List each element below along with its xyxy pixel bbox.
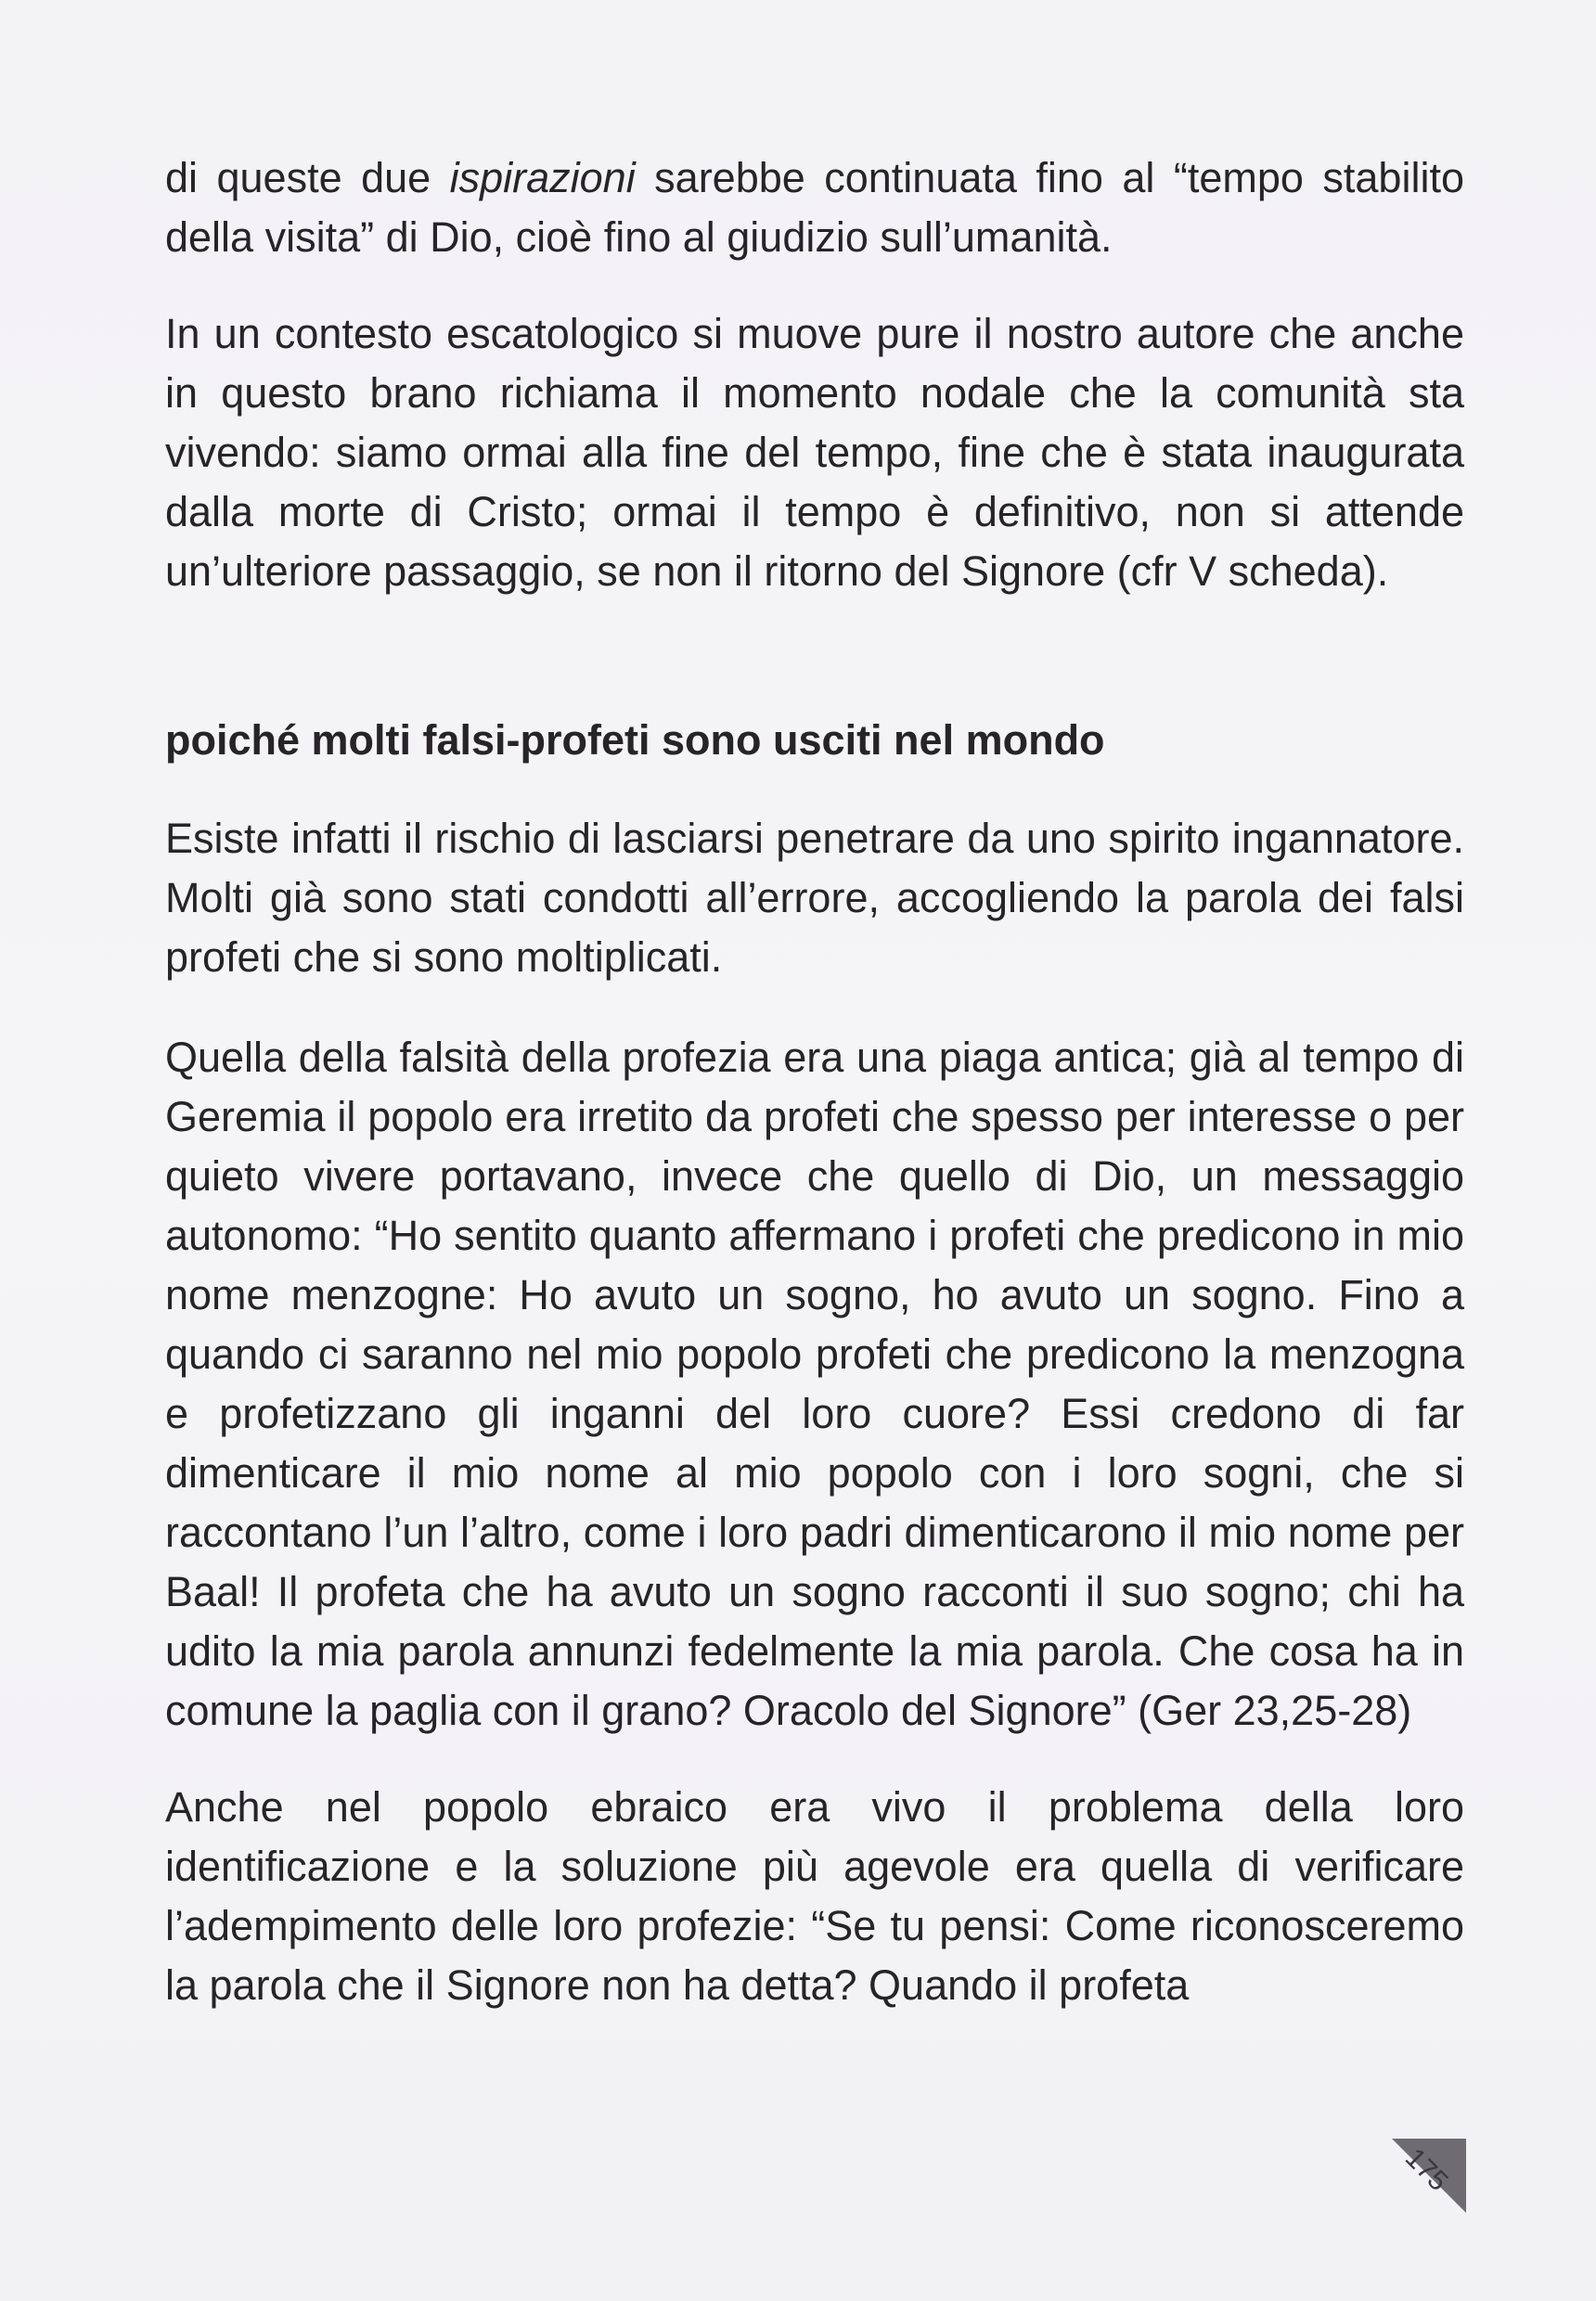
- paragraph-3: Esiste infatti il rischio di lasciarsi penetrare da uno spirito ingannatore. Molti già sono stati condotti all’errore, accogliendo la parola dei falsi profeti che si sono moltiplicati.: [165, 815, 1464, 981]
- paragraph-1: [165, 148, 1464, 267]
- page-number: 175: [1398, 2142, 1454, 2198]
- paragraph-1-end: sarebbe continuata fino al “tempo stabilito della visita” di Dio, cioè fino al giudizio sull’umanità.: [165, 154, 1464, 261]
- paragraph-4: Quella della falsità della profezia era una piaga antica; già al tempo di Geremia il popolo era irretito da profeti che spesso per interesse o per quieto vivere portavano, invece che quello di Dio, un messaggio autonomo: “Ho sentito quanto affermano i profeti che predicono in mio nome menzogne: Ho avuto un sogno, ho avuto un sogno. Fino a quando ci saranno nel mio popolo profeti che predicono la menzogna e profetizzano gli inganni del loro cuore? Essi credono di far dimenticare il mio nome al mio popolo con i loro sogni, che si raccontano l’un l’altro, come i loro padri dimenticarono il mio nome per Baal! Il profeta che ha avuto un sogno racconti il suo sogno; chi ha udito la mia parola annunzi fedelmente la mia parola. Che cosa ha in comune la paglia con il grano? Oracolo del Signore” (Ger 23,25-28): [165, 1034, 1464, 1734]
- page-body: [165, 148, 1464, 2015]
- paragraph-5: Anche nel popolo ebraico era vivo il problema della loro identificazione e la soluzione più agevole era quella di verificare l’adempimento delle loro profezie: “Se tu pensi: Come riconosceremo la parola che il Signore non ha detta? Quando il profeta: [165, 1783, 1464, 2009]
- section-heading: poiché molti falsi-profeti sono usciti nel mondo: [165, 716, 1105, 764]
- paragraph-2: In un contesto escatologico si muove pure il nostro autore che anche in questo brano richiama il momento nodale che la comunità sta vivendo: siamo ormai alla fine del tempo, fine che è stata inaugurata dalla morte di Cristo; ormai il tempo è definitivo, non si attende un’ulteriore passaggio, se non il ritorno del Signore (cfr V scheda).: [165, 310, 1464, 595]
- paragraph-1-italic-word: ispirazioni: [449, 154, 636, 201]
- paragraph-1-start: di queste due: [165, 154, 450, 201]
